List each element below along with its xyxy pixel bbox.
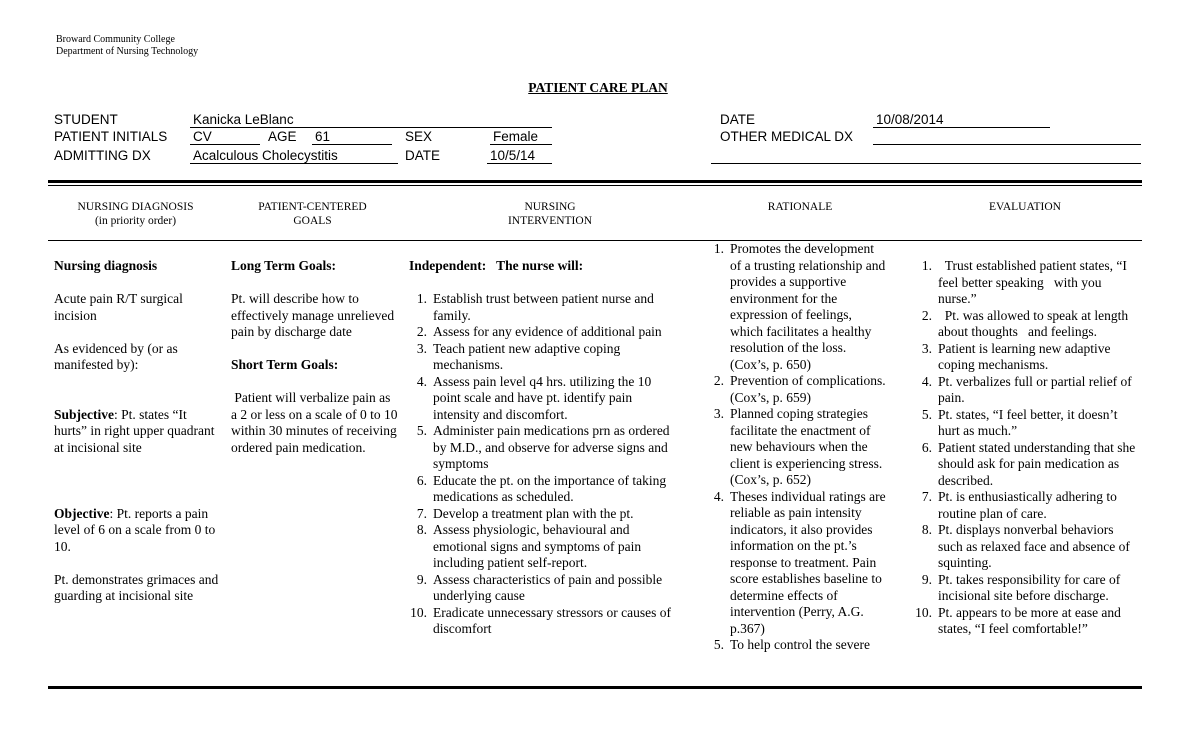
intervention-column <box>409 258 681 638</box>
rationale-item <box>706 373 889 406</box>
intervention-item-text: Establish trust between patient nurse and family. <box>433 291 658 323</box>
other-dx-line <box>711 163 1141 164</box>
other-dx-label: OTHER MEDICAL DX <box>720 129 854 144</box>
school-name: Broward Community College <box>56 34 175 45</box>
evaluation-item-text: Pt. takes responsibility for care of incisional site before discharge. <box>938 571 1124 603</box>
patient-initials-field[interactable]: CV <box>190 129 260 145</box>
diagnosis-heading: Nursing diagnosis <box>54 258 158 273</box>
evaluation-item-number: 6. <box>921 439 932 455</box>
evaluation-item-number: 5. <box>921 406 932 422</box>
intervention-item <box>409 324 681 341</box>
intervention-item-number: 1. <box>416 291 427 306</box>
intervention-item-number: 2. <box>416 324 427 339</box>
intervention-heading: Independent: The nurse will: <box>409 258 584 273</box>
intervention-item-text: Develop a treatment plan with the pt. <box>433 505 634 521</box>
intervention-item-text: Administer pain medications prn as ordered by M.D., and observe for adverse signs and symptoms <box>433 423 673 471</box>
column-header-rationale: RATIONALE <box>767 201 833 213</box>
evaluation-item <box>914 572 1136 605</box>
bottom-divider <box>48 686 1142 689</box>
evaluation-item-number: 4. <box>921 373 932 389</box>
top-divider-thin <box>48 185 1142 186</box>
column-header-evaluation: EVALUATION <box>989 201 1061 213</box>
evaluation-item-number: 9. <box>921 571 932 587</box>
rationale-item <box>706 406 886 489</box>
short-term-goals-heading: Short Term Goals: <box>231 357 339 372</box>
evaluation-item-text: Patient is learning new adaptive coping mechanisms. <box>938 340 1114 372</box>
diagnosis-evidenced: As evidenced by (or as manifested by): <box>54 340 178 372</box>
rationale-item-number: 3. <box>713 406 724 421</box>
intervention-item <box>409 341 681 374</box>
intervention-item <box>409 572 681 605</box>
rationale-item-text: Theses individual ratings are reliable as pain intensity indicators, it also provides information on the pt.’s response to treatment. Pain score establishes baseline to determine effects of intervention (Perry, A.G. p.367) <box>730 488 889 636</box>
admitting-dx-label: ADMITTING DX <box>54 148 151 163</box>
evaluation-item-text: Pt. is enthusiastically adhering to routine plan of care. <box>938 489 1121 521</box>
rationale-item-number: 1. <box>713 241 724 256</box>
rationale-item <box>706 241 889 373</box>
evaluation-item-number: 2. <box>921 307 932 323</box>
short-term-goal: Patient will verbalize pain as a 2 or less on a scale of 0 to 10 within 30 minutes of receiving ordered pain medication. <box>231 390 401 455</box>
evaluation-item <box>914 439 1139 490</box>
intervention-item <box>409 522 681 572</box>
goals-column <box>231 258 399 456</box>
intervention-item-text: Eradicate unnecessary stressors or causes of discomfort <box>433 604 675 636</box>
rationale-list <box>706 241 889 654</box>
intervention-item-text: Assess characteristics of pain and possible underlying cause <box>433 571 666 603</box>
admit-date-field[interactable]: 10/5/14 <box>487 148 552 164</box>
rationale-item-number: 2. <box>713 373 724 388</box>
column-header-goals: PATIENT-CENTERED GOALS <box>258 201 367 227</box>
intervention-item-number: 6. <box>416 472 427 488</box>
long-term-goals-heading: Long Term Goals: <box>231 258 337 273</box>
rationale-item <box>706 637 886 654</box>
rationale-item-number: 5. <box>713 637 724 652</box>
sex-label: SEX <box>405 129 433 144</box>
sex-field[interactable]: Female <box>490 129 552 145</box>
objective-finding-2: Pt. demonstrates grimaces and guarding at incisional site <box>54 571 219 603</box>
date-field[interactable]: 10/08/2014 <box>873 112 1050 128</box>
intervention-item <box>409 605 681 638</box>
subjective-finding: Subjective: Pt. states “It hurts” in right upper quadrant at incisional site <box>54 406 215 455</box>
intervention-item-text: Assess pain level q4 hrs. utilizing the 10 point scale and have pt. identify pain intensity and discomfort. <box>433 373 655 422</box>
evaluation-item <box>914 374 1136 407</box>
patient-initials-label: PATIENT INITIALS <box>54 129 168 144</box>
long-term-goal: Pt. will describe how to effectively manage unrelieved pain by discharge date <box>231 291 395 339</box>
intervention-item-number: 3. <box>416 340 427 356</box>
diagnosis-statement: Acute pain R/T surgical incision <box>54 291 183 323</box>
intervention-item-number: 4. <box>416 373 427 389</box>
evaluation-item-number: 8. <box>921 522 932 537</box>
evaluation-item-text: Pt. displays nonverbal behaviors such as relaxed face and absence of squinting. <box>938 522 1134 570</box>
intervention-item-text: Assess for any evidence of additional pain <box>433 324 662 339</box>
date-label: DATE <box>720 112 756 127</box>
evaluation-item-text: Pt. verbalizes full or partial relief of pain. <box>938 373 1136 405</box>
evaluation-item-text: Trust established patient states, “I feel better speaking with you nurse.” <box>938 258 1131 306</box>
rationale-column <box>706 241 889 654</box>
evaluation-item-number: 10. <box>915 604 932 620</box>
age-field[interactable]: 61 <box>312 129 392 145</box>
evaluation-item-number: 1. <box>921 258 932 273</box>
evaluation-item <box>914 489 1136 522</box>
age-label: AGE <box>268 129 297 144</box>
rationale-item-number: 4. <box>713 488 724 504</box>
evaluation-list <box>914 258 1139 638</box>
intervention-item-number: 9. <box>416 571 427 587</box>
evaluation-column <box>914 258 1139 638</box>
column-header-intervention: NURSING INTERVENTION <box>507 201 593 227</box>
rationale-item <box>706 488 889 638</box>
objective-finding: Objective: Pt. reports a pain level of 6 on a scale from 0 to 10. <box>54 505 216 554</box>
evaluation-item-text: Pt. was allowed to speak at length about thoughts and feelings. <box>938 307 1132 339</box>
department-name: Department of Nursing Technology <box>56 46 199 57</box>
admitting-dx-field[interactable]: Acalculous Cholecystitis <box>190 148 398 164</box>
student-label: STUDENT <box>54 112 118 127</box>
evaluation-item <box>914 522 1136 572</box>
evaluation-item-number: 7. <box>921 489 932 504</box>
intervention-item-text: Educate the pt. on the importance of taking medications as scheduled. <box>433 472 670 504</box>
column-header-diagnosis: NURSING DIAGNOSIS (in priority order) <box>77 201 194 227</box>
intervention-item <box>409 291 681 324</box>
evaluation-item <box>914 407 1136 440</box>
evaluation-item-text: Pt. states, “I feel better, it doesn’t hurt as much.” <box>938 406 1121 438</box>
intervention-item <box>409 506 681 523</box>
rationale-item-text: Prevention of complications. (Cox’s, p. 659) <box>730 373 889 405</box>
intervention-item <box>409 473 681 506</box>
evaluation-item <box>914 605 1136 638</box>
evaluation-item-text: Pt. appears to be more at ease and states, “I feel comfortable!” <box>938 604 1125 636</box>
intervention-item <box>409 423 681 473</box>
intervention-item-text: Teach patient new adaptive coping mechanisms. <box>433 340 624 372</box>
admit-date-label: DATE <box>405 148 441 163</box>
diagnosis-column <box>54 258 222 605</box>
intervention-item-number: 10. <box>410 604 427 620</box>
rationale-item-text: To help control the severe <box>730 637 871 652</box>
intervention-item <box>409 374 681 424</box>
rationale-item-text: Planned coping strategies facilitate the enactment of new behaviours when the client is experiencing stress. (Cox’s, p. 652) <box>730 406 886 487</box>
intervention-item-text: Assess physiologic, behavioural and emotional signs and symptoms of pain including patient self-report. <box>433 522 645 570</box>
evaluation-item-number: 3. <box>921 340 932 356</box>
intervention-list <box>409 291 681 638</box>
student-field[interactable]: Kanicka LeBlanc <box>190 112 552 128</box>
other-dx-field[interactable] <box>873 129 1141 145</box>
evaluation-item-text: Patient stated understanding that she should ask for pain medication as described. <box>938 439 1139 488</box>
evaluation-item <box>914 308 1136 341</box>
header-divider <box>48 240 1142 241</box>
evaluation-item <box>914 258 1136 308</box>
intervention-item-number: 7. <box>416 505 427 521</box>
school-header <box>56 34 198 58</box>
rationale-item-text: Promotes the development of a trusting relationship and provides a supportive environment for the expression of feelings, which facilitates a healthy resolution of the loss. (Cox’s, p. 650) <box>730 241 889 372</box>
top-divider <box>48 180 1142 183</box>
intervention-item-number: 8. <box>416 522 427 537</box>
intervention-item-number: 5. <box>416 423 427 438</box>
evaluation-item <box>914 341 1136 374</box>
page-title: PATIENT CARE PLAN <box>528 80 668 95</box>
